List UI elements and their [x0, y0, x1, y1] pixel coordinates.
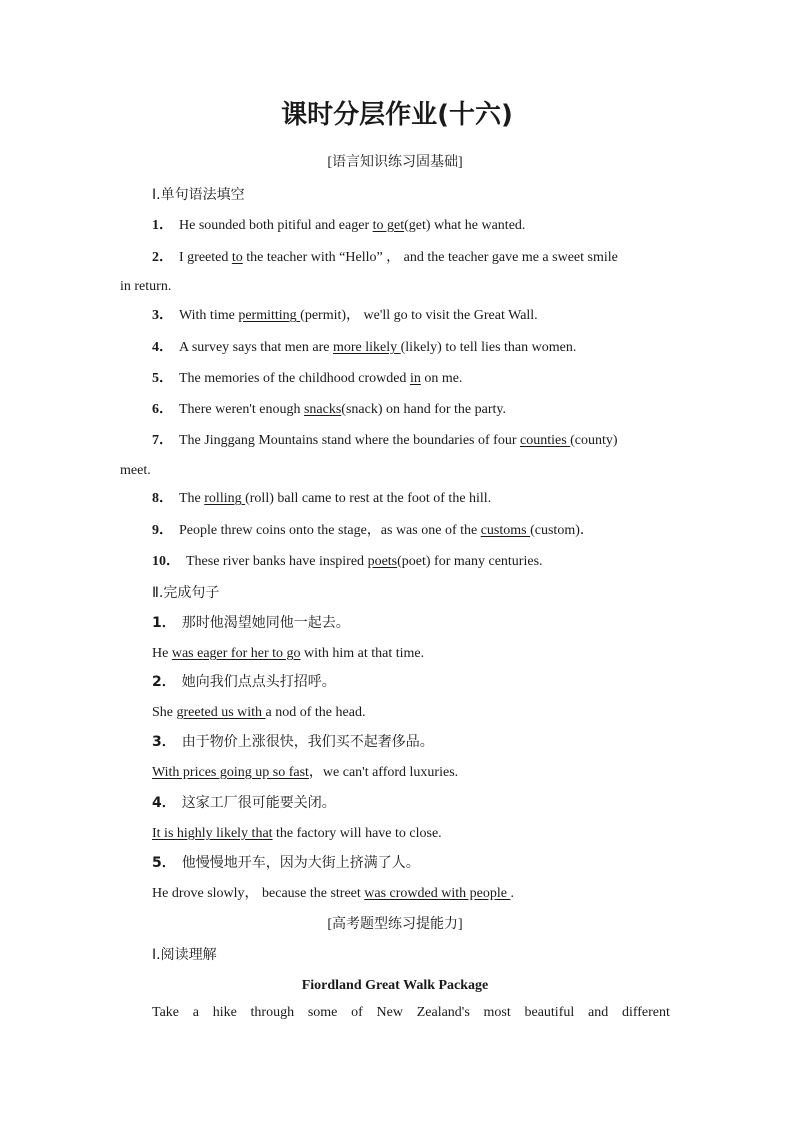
passage-first-line	[152, 1004, 670, 1022]
answer-blank: greeted us with	[176, 705, 266, 720]
translation-item-5-answer	[152, 885, 670, 903]
chinese-sentence: 这家工厂很可能要关闭。	[181, 795, 336, 811]
grammar-item-2	[152, 249, 670, 267]
item-text: (roll) ball came to rest at the foot of the hill.	[245, 491, 492, 506]
grammar-item-2-continued: in return.	[120, 279, 172, 294]
part3-label: Ⅰ.阅读理解	[152, 947, 217, 963]
item-number: 3．	[152, 734, 176, 750]
item-text: The Jinggang Mountains stand where the boundaries of four	[179, 433, 520, 448]
translation-item-4-chinese	[152, 794, 670, 812]
answer-blank: to get	[372, 218, 405, 233]
passage-word: hike	[212, 1005, 237, 1020]
answer-blank: snacks	[303, 402, 342, 417]
passage-word: Take	[152, 1005, 180, 1020]
grammar-item-7-continued: meet.	[120, 463, 151, 478]
part1-label: Ⅰ.单句语法填空	[152, 187, 245, 203]
item-number: 2．	[152, 674, 176, 690]
translation-item-1-chinese	[152, 614, 670, 632]
grammar-item-10	[152, 553, 670, 571]
item-number: 1．	[152, 615, 176, 631]
item-number: 5．	[152, 371, 173, 386]
passage-word: some	[307, 1005, 338, 1020]
passage-word: and	[587, 1005, 609, 1020]
item-text: The memories of the childhood crowded	[179, 371, 410, 386]
translation-item-3-answer	[152, 764, 670, 782]
section-heading-language: [语言知识练习固基础]	[327, 155, 463, 170]
grammar-item-5	[152, 370, 670, 388]
answer-blank: was crowded with people	[364, 886, 511, 901]
item-text: (likely) to tell lies than women.	[400, 340, 577, 355]
passage-word: Zealand's	[416, 1005, 470, 1020]
answer-blank: permitting	[238, 308, 301, 323]
item-text: There weren't enough	[179, 402, 304, 417]
passage-word: most	[483, 1005, 511, 1020]
translation-item-3-chinese	[152, 733, 670, 751]
item-text: (custom)．	[530, 523, 594, 538]
item-number: 3．	[152, 308, 173, 323]
item-number: 2．	[152, 250, 173, 265]
translation-item-1-answer	[152, 645, 670, 663]
item-text: People threw coins onto the stage，as was one of the	[179, 523, 481, 538]
grammar-item-8	[152, 490, 670, 508]
answer-blank: was eager for her to go	[171, 646, 301, 661]
passage-word: through	[250, 1005, 295, 1020]
item-text: (permit)， we'll go to visit the Great Wall.	[300, 308, 538, 323]
answer-blank: customs	[480, 523, 531, 538]
grammar-item-1	[152, 217, 670, 235]
answer-blank: counties	[519, 433, 571, 448]
passage-word: New	[376, 1005, 403, 1020]
item-text: The	[179, 491, 205, 506]
item-number: 5．	[152, 855, 176, 871]
item-number: 6．	[152, 402, 173, 417]
item-number: 9．	[152, 523, 173, 538]
chinese-sentence: 那时他渴望她同他一起去。	[181, 615, 350, 631]
translation-item-4-answer	[152, 825, 670, 843]
grammar-item-9	[152, 522, 670, 540]
answer-blank: more likely	[332, 340, 401, 355]
item-text: (get) what he wanted.	[404, 218, 526, 233]
grammar-item-7	[152, 432, 670, 450]
item-text: ，we can't afford luxuries.	[308, 765, 459, 780]
passage-word: of	[351, 1005, 363, 1020]
answer-blank: poets	[367, 554, 398, 569]
section-heading-exam: [高考题型练习提能力]	[327, 917, 463, 932]
item-number: 4．	[152, 795, 176, 811]
item-number: 10．	[152, 554, 180, 569]
grammar-item-6	[152, 401, 670, 419]
item-text: .	[510, 886, 514, 901]
item-text: with him at that time.	[300, 646, 425, 661]
grammar-item-3	[152, 307, 670, 325]
chinese-sentence: 他慢慢地开车，因为大街上挤满了人。	[181, 855, 420, 871]
chinese-sentence: 她向我们点点头打招呼。	[181, 674, 336, 690]
answer-blank: to	[231, 250, 243, 265]
answer-blank: rolling	[204, 491, 246, 506]
translation-item-2-answer	[152, 704, 670, 722]
item-text: With time	[179, 308, 239, 323]
answer-blank: It is highly likely that	[152, 826, 273, 841]
item-text: A survey says that men are	[179, 340, 333, 355]
item-number: 8．	[152, 491, 173, 506]
translation-item-5-chinese	[152, 854, 670, 872]
passage-title: Fiordland Great Walk Package	[301, 978, 489, 993]
item-text: the factory will have to close.	[272, 826, 442, 841]
item-text: (poet) for many centuries.	[397, 554, 543, 569]
item-text: the teacher with “Hello” ， and the teacher gave me a sweet smile	[242, 250, 618, 265]
item-number: 1．	[152, 218, 173, 233]
item-text: She	[152, 705, 177, 720]
part2-label: Ⅱ.完成句子	[152, 585, 220, 601]
item-text: He	[152, 646, 172, 661]
item-text: (county)	[570, 433, 618, 448]
item-text: (snack) on hand for the party.	[341, 402, 506, 417]
item-text: I greeted	[179, 250, 232, 265]
item-text: He sounded both pitiful and eager	[179, 218, 373, 233]
passage-word: different	[621, 1005, 670, 1020]
answer-blank: in	[409, 371, 421, 386]
item-number: 7．	[152, 433, 173, 448]
item-text: a nod of the head.	[265, 705, 366, 720]
chinese-sentence: 由于物价上涨很快，我们买不起奢侈品。	[181, 734, 434, 750]
item-number: 4．	[152, 340, 173, 355]
passage-word: beautiful	[524, 1005, 575, 1020]
page-title: 课时分层作业(十六)	[281, 100, 513, 130]
answer-blank: With prices going up so fast	[152, 765, 309, 780]
passage-word: a	[192, 1005, 199, 1020]
item-text: These river banks have inspired	[186, 554, 368, 569]
item-text: He drove slowly， because the street	[152, 886, 365, 901]
grammar-item-4	[152, 339, 670, 357]
translation-item-2-chinese	[152, 673, 670, 691]
item-text: on me.	[420, 371, 463, 386]
